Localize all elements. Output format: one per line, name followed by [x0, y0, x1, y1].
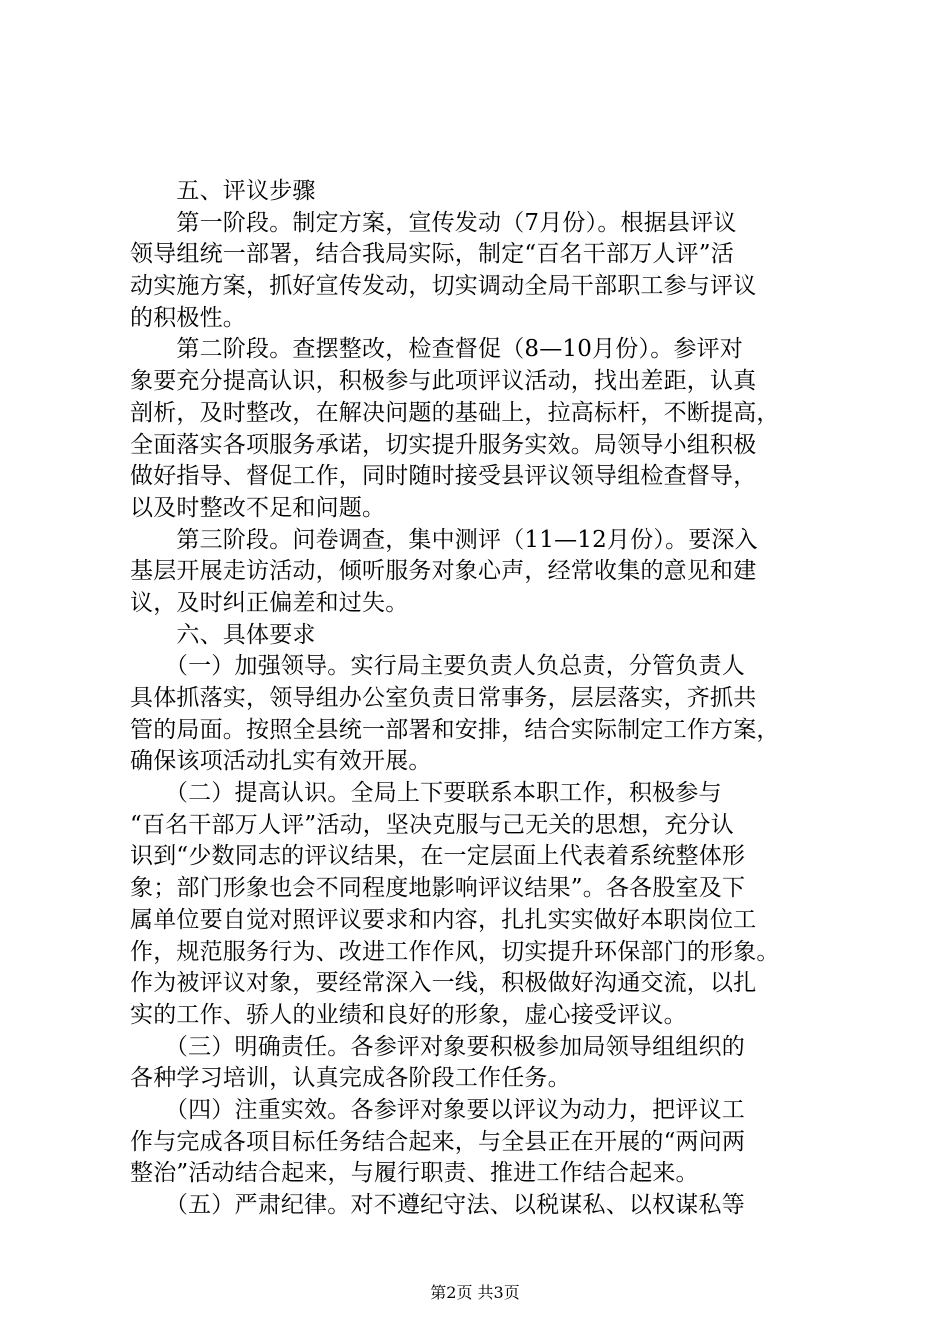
- text-line: （五）严肃纪律。对不遵纪守法、以税谋私、以权谋私等: [130, 1192, 745, 1218]
- text-line: 管的局面。按照全县统一部署和安排，结合实际制定工作方案，: [130, 716, 780, 743]
- text-line: （一）加强领导。实行局主要负责人负总责，分管负责人: [130, 653, 745, 680]
- text-line: 领导组统一部署，结合我局实际，制定“百名干部万人评”活: [130, 241, 734, 268]
- text-line: 作为被评议对象，要经常深入一线，积极做好沟通交流，以扎: [130, 970, 757, 997]
- text-line: 六、具体要求: [130, 621, 316, 648]
- text-line: 做好指导、督促工作，同时随时接受县评议领导组检查督导，: [130, 463, 757, 490]
- text-line: 的积极性。: [130, 304, 246, 331]
- text-line: 第三阶段。问卷调查，集中测评（11—12月份）。要深入: [130, 526, 758, 553]
- text-line: 象；部门形象也会不同程度地影响评议结果”。各各股室及下: [130, 875, 746, 902]
- text-line: （二）提高认识。全局上下要联系本职工作，积极参与: [130, 780, 722, 807]
- text-line: 以及时整改不足和问题。: [130, 494, 386, 521]
- text-line: 五、评议步骤: [130, 178, 316, 204]
- text-line: 作，规范服务行为、改进工作作风，切实提升环保部门的形象。: [130, 938, 780, 965]
- text-line: 具体抓落实，领导组办公室负责日常事务，层层落实，齐抓共: [130, 685, 757, 711]
- text-line: 全面落实各项服务承诺，切实提升服务实效。局领导小组积极: [130, 431, 757, 458]
- text-line: 第一阶段。制定方案，宣传发动（7月份）。根据县评议: [130, 209, 737, 236]
- text-line: 整治”活动结合起来，与履行职责、推进工作结合起来。: [130, 1160, 699, 1187]
- text-line: 基层开展走访活动，倾听服务对象心声，经常收集的意见和建: [130, 558, 757, 585]
- text-line: 剖析，及时整改，在解决问题的基础上，拉高标杆，不断提高，: [130, 399, 780, 426]
- text-line: （四）注重实效。各参评对象要以评议为动力，把评议工: [130, 1096, 745, 1123]
- text-line: 议，及时纠正偏差和过失。: [130, 589, 409, 616]
- text-line: 动实施方案，抓好宣传发动，切实调动全局干部职工参与评议: [130, 273, 757, 300]
- text-line: 作与完成各项目标任务结合起来，与全县正在开展的“两问两: [130, 1128, 746, 1155]
- text-line: “百名干部万人评”活动，坚决克服与己无关的思想，充分认: [130, 811, 734, 838]
- text-line: （三）明确责任。各参评对象要积极参加局领导组组织的: [130, 1033, 745, 1060]
- text-line: 实的工作、骄人的业绩和良好的形象，虚心接受评议。: [130, 1001, 687, 1028]
- text-line: 象要充分提高认识，积极参与此项评议活动，找出差距，认真: [130, 368, 757, 395]
- page-number-label: 第2页 共3页: [430, 1283, 520, 1302]
- text-line: 第二阶段。查摆整改，检查督促（8—10月份）。参评对: [130, 336, 743, 363]
- page-footer: [0, 1283, 950, 1303]
- document-body: [130, 176, 832, 1222]
- text-line: 各种学习培训，认真完成各阶段工作任务。: [130, 1065, 571, 1092]
- text-line: 属单位要自觉对照评议要求和内容，扎扎实实做好本职岗位工: [130, 906, 757, 933]
- text-line: 确保该项活动扎实有效开展。: [130, 748, 432, 775]
- text-line: 识到“少数同志的评议结果，在一定层面上代表着系统整体形: [130, 843, 746, 870]
